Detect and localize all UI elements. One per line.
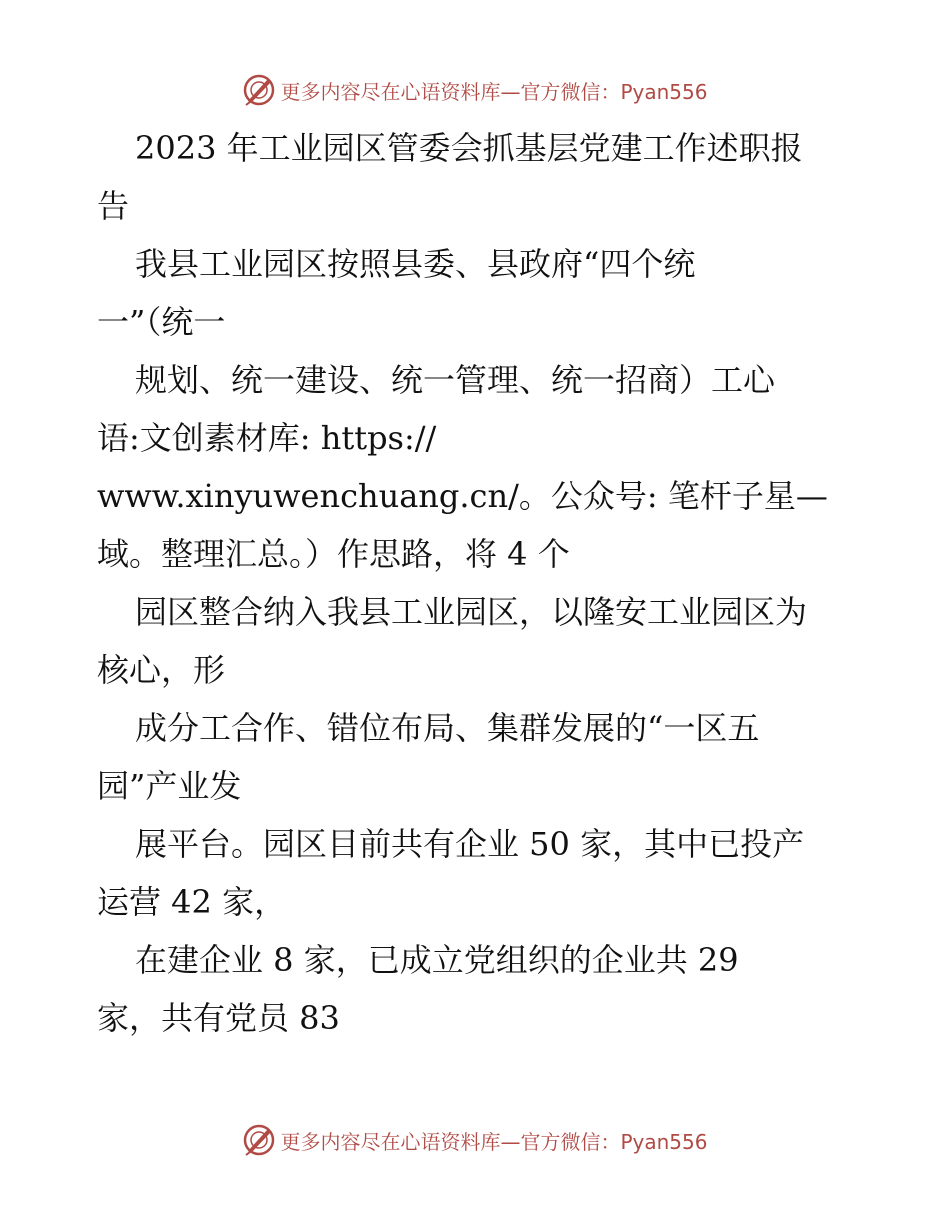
document-line: 在建企业 8 家，已成立党组织的企业共 29 <box>135 941 739 979</box>
document-line: 园区整合纳入我县工业园区，以隆安工业园区为 <box>135 593 808 631</box>
document-line: 家，共有党员 83 <box>97 999 340 1037</box>
document-line: 一”（统一 <box>97 303 226 341</box>
document-line: 语:文创素材库: https:// <box>97 419 437 457</box>
document-line: www.xinyuwenchuang.cn/。公众号: 笔杆子星— <box>97 477 828 515</box>
document-line: 告 <box>97 187 130 225</box>
quill-logo-icon <box>242 1123 276 1157</box>
document-line: 我县工业园区按照县委、县政府“四个统 <box>135 245 696 283</box>
quill-logo-icon <box>242 73 276 107</box>
document-line: 域。整理汇总。）作思路，将 4 个 <box>97 535 570 573</box>
document-line: 成分工合作、错位布局、集群发展的“一区五 <box>135 709 760 747</box>
header-watermark-text: 更多内容尽在心语资料库—官方微信：Pyan556 <box>280 79 708 104</box>
document-body <box>97 119 877 1047</box>
footer-watermark <box>0 1120 950 1160</box>
header-watermark <box>0 70 950 110</box>
document-line: 2023 年工业园区管委会抓基层党建工作述职报 <box>135 129 803 167</box>
footer-watermark-text: 更多内容尽在心语资料库—官方微信：Pyan556 <box>280 1129 708 1154</box>
document-line: 运营 42 家， <box>97 883 287 921</box>
document-line: 展平台。园区目前共有企业 50 家，其中已投产 <box>135 825 805 863</box>
document-line: 规划、统一建设、统一管理、统一招商）工心 <box>135 361 776 399</box>
document-line: 园”产业发 <box>97 767 242 805</box>
document-line: 核心，形 <box>97 651 226 689</box>
